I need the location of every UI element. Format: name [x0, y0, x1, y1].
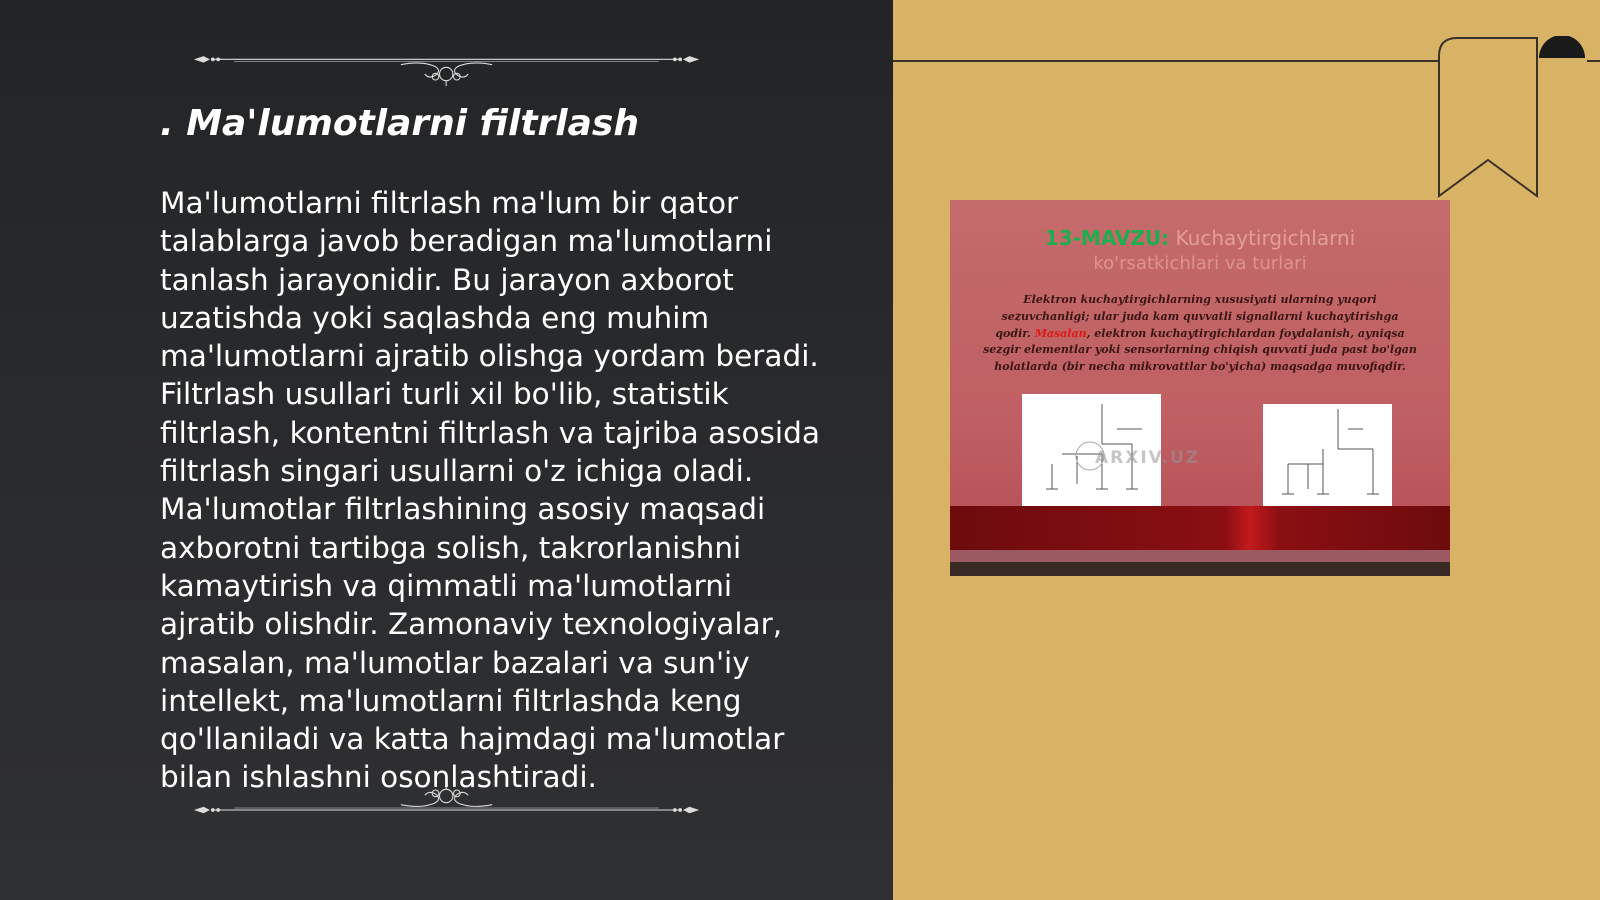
thumbnail-stage-rail [950, 550, 1450, 562]
slide-body-text: Ma'lumotlarni filtrlash ma'lum bir qator talablarga javob beradigan ma'lumotlarni tanlash jarayonidir. Bu jarayon axborot uzatishda yoki saqlashda eng muhim ma'lumotlarni ajratib olishga yordam beradi. Filtrlash usullari turli xil bo'lib, statistik filtrlash, kontentni filtrlash va tajriba asosida filtrlash singari usullarni o'z ichiga oladi. Ma'lumotlar filtrlashining asosiy maqsadi axborotni tartibga solish, takrorlanishni kamaytirish va qimmatli ma'lumotlarni ajratib olishdir. Zamonaviy texnologiyalar, masalan, ma'lumotlar bazalari va sun'iy intellekt, ma'lumotlarni filtrlashda keng qo'llaniladi va katta hajmdagi ma'lumotlar bilan ishlashni osonlashtiradi. [160, 186, 820, 795]
thumbnail-title-rest: Kuchaytirgichlarni [1169, 226, 1356, 250]
thumbnail-para-end: , elektron kuchaytirgichlardan foydalanish, ayniqsa sezgir elementlar yoki sensorlarning chiqish quvvati juda past bo'lgan holatlarda (bir necha mikrovattlar bo'yicha) maqsadga muvofiqdir. [983, 326, 1417, 374]
bookmark-ribbon-icon [1437, 36, 1587, 201]
thumbnail-stage-floor [950, 562, 1450, 576]
thumbnail-title [950, 226, 1450, 250]
ornament-divider-icon [68, 46, 825, 86]
thumbnail-watermark: ARXIV.UZ [1095, 448, 1201, 468]
thumbnail-stage-band [950, 506, 1450, 550]
thumbnail-para-highlight: Masalan [1034, 326, 1087, 340]
slide-thumbnail-image [950, 200, 1450, 576]
slide-title: . Ma'lumotlarni filtrlash [160, 103, 639, 144]
thumbnail-subtitle: ko'rsatkichlari va turlari [1093, 253, 1307, 274]
thumbnail-para-start: Elektron kuchaytirgichlarning xususiyati ularning yuqori sezuvchanligi; ular juda kam quvvatli signallarni kuchaytirishga qodir. [995, 293, 1399, 340]
thumbnail-title-accent: 13-MAVZU: [1044, 226, 1170, 250]
circuit-diagram-icon [1263, 404, 1392, 510]
thumbnail-paragraph [982, 292, 1418, 376]
